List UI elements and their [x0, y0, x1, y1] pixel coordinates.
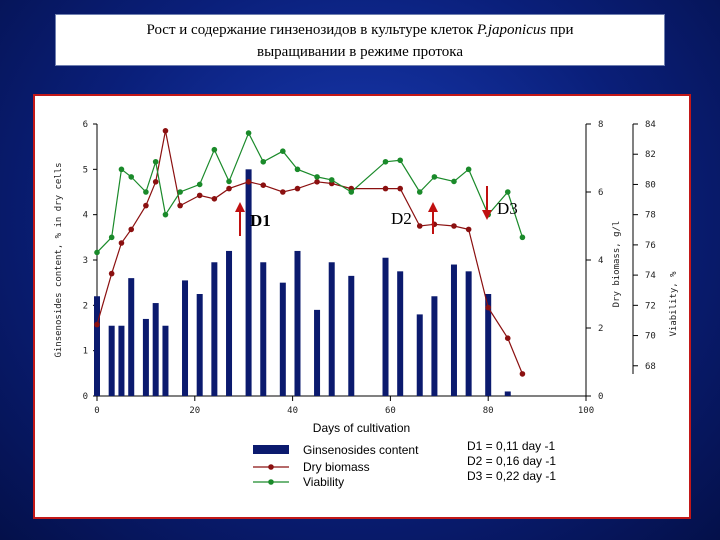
- viability-point: [280, 148, 286, 154]
- viability-point: [143, 189, 149, 195]
- dry-biomass-point: [505, 335, 511, 341]
- viability-point: [197, 182, 203, 188]
- y-tick-label-right2: 76: [645, 240, 656, 251]
- y-tick-label-left: 2: [82, 301, 88, 312]
- bar-ginsenosides: [211, 262, 217, 396]
- dry-biomass-point: [197, 193, 203, 199]
- title-species: P.japonicus: [476, 22, 547, 38]
- dry-biomass-point: [143, 203, 149, 209]
- y-tick-label-left: 0: [82, 392, 88, 402]
- viability-point: [260, 159, 266, 165]
- viability-line: [97, 133, 522, 252]
- y-axis-right1-label: Dry biomass, g/l: [612, 220, 622, 308]
- bar-ginsenosides: [94, 296, 100, 396]
- bar-ginsenosides: [246, 169, 252, 396]
- dry-biomass-point: [520, 371, 526, 377]
- bar-ginsenosides: [431, 296, 437, 396]
- legend-marker-dry-biomass: [268, 464, 274, 470]
- dry-biomass-point: [295, 186, 301, 192]
- bar-ginsenosides: [505, 391, 511, 396]
- legend-label-dry-biomass: Dry biomass: [303, 460, 370, 474]
- annotations-layer: [235, 186, 518, 236]
- bar-ginsenosides: [109, 326, 115, 396]
- dry-biomass-point: [246, 179, 252, 185]
- bar-ginsenosides: [153, 303, 159, 396]
- y-tick-label-left: 6: [82, 120, 88, 130]
- x-tick-label: 80: [482, 406, 494, 416]
- viability-point: [397, 157, 403, 163]
- legend-label-ginsenosides: Ginsenosides content: [303, 443, 419, 457]
- viability-point: [226, 179, 232, 185]
- dry-biomass-point: [383, 186, 389, 192]
- bar-ginsenosides: [383, 258, 389, 396]
- viability-point: [177, 189, 183, 195]
- annotation-d1: D1: [250, 211, 271, 230]
- legend-swatch-ginsenosides: [253, 445, 289, 454]
- bar-ginsenosides: [162, 326, 168, 396]
- viability-point: [94, 250, 100, 256]
- bar-ginsenosides: [197, 294, 203, 396]
- dry-biomass-point: [177, 203, 183, 209]
- arrow-head-d2: [428, 202, 438, 212]
- dry-biomass-point: [417, 223, 423, 229]
- dry-biomass-point: [451, 223, 457, 229]
- x-tick-label: 100: [577, 406, 595, 416]
- y-tick-label-left: 3: [82, 256, 88, 266]
- bar-ginsenosides: [118, 326, 124, 396]
- y-tick-label-right2: 68: [645, 361, 656, 372]
- slide-title: [55, 14, 665, 66]
- x-axis-label: Days of cultivation: [312, 421, 411, 435]
- bar-ginsenosides: [329, 262, 335, 396]
- title-line-1: [56, 19, 664, 41]
- dry-biomass-point: [94, 322, 100, 328]
- chart-svg: [35, 96, 689, 517]
- viability-point: [163, 212, 169, 218]
- y-tick-label-right2: 84: [645, 120, 656, 130]
- viability-point: [128, 174, 134, 180]
- dry-biomass-point: [153, 179, 159, 185]
- viability-point: [520, 235, 526, 241]
- viability-point: [246, 130, 252, 136]
- y-tick-label-right1: 8: [598, 120, 604, 130]
- viability-point: [212, 147, 218, 153]
- dilution-rate-note: D2 = 0,16 day -1: [467, 454, 557, 468]
- viability-point: [329, 177, 335, 183]
- bar-ginsenosides: [451, 265, 457, 396]
- viability-point: [295, 167, 301, 173]
- dilution-rate-note: D1 = 0,11 day -1: [467, 439, 556, 453]
- bar-ginsenosides: [417, 314, 423, 396]
- y-tick-label-right1: 6: [598, 188, 604, 198]
- bar-ginsenosides: [143, 319, 149, 396]
- x-tick-label: 60: [384, 406, 396, 416]
- x-tick-label: 20: [189, 406, 201, 416]
- y-tick-label-left: 5: [82, 165, 88, 176]
- dry-biomass-point: [485, 305, 491, 311]
- viability-point: [432, 174, 438, 180]
- viability-point: [119, 167, 125, 173]
- y-tick-label-left: 4: [82, 210, 88, 221]
- bars-layer: [94, 169, 511, 396]
- y-tick-label-right2: 70: [645, 331, 656, 342]
- y-tick-label-right2: 72: [645, 301, 656, 312]
- y-tick-label-left: 1: [82, 346, 88, 357]
- dry-biomass-line: [97, 131, 522, 374]
- bar-ginsenosides: [226, 251, 232, 396]
- annotation-d3: D3: [497, 199, 518, 218]
- dry-biomass-point: [119, 240, 125, 246]
- viability-point: [417, 189, 423, 195]
- y-tick-label-right2: 82: [645, 150, 656, 161]
- viability-point: [109, 235, 115, 241]
- dry-biomass-point: [397, 186, 403, 192]
- y-axis-left-label: Ginsenosides content, % in dry cells: [54, 162, 64, 358]
- viability-point: [451, 179, 457, 185]
- bar-ginsenosides: [128, 278, 134, 396]
- x-tick-label: 0: [94, 406, 100, 416]
- title-line-1-prefix: Рост и содержание гинзенозидов в культуре клеток: [146, 22, 477, 38]
- viability-point: [466, 167, 472, 173]
- y-tick-label-right1: 4: [598, 256, 604, 266]
- bar-ginsenosides: [182, 280, 188, 396]
- dry-biomass-point: [314, 179, 320, 185]
- dilution-rate-note: D3 = 0,22 day -1: [467, 469, 557, 483]
- bar-ginsenosides: [294, 251, 300, 396]
- bar-ginsenosides: [314, 310, 320, 396]
- dry-biomass-point: [163, 128, 169, 134]
- title-line-2: выращивании в режиме протока: [257, 44, 463, 60]
- viability-point: [348, 189, 354, 195]
- title-line-1-suffix: при: [546, 22, 574, 38]
- legend: [253, 439, 556, 489]
- bar-ginsenosides: [348, 276, 354, 396]
- legend-label-viability: Viability: [303, 475, 345, 489]
- viability-point: [153, 159, 159, 165]
- dry-biomass-point: [466, 227, 472, 233]
- dry-biomass-point: [128, 227, 134, 233]
- dry-biomass-point: [260, 182, 266, 188]
- bar-ginsenosides: [397, 271, 403, 396]
- dry-biomass-point: [212, 196, 218, 202]
- annotation-d2: D2: [391, 209, 412, 228]
- y-tick-label-right2: 78: [645, 210, 656, 221]
- lines-layer: [94, 128, 525, 377]
- viability-point: [314, 174, 320, 180]
- bar-ginsenosides: [466, 271, 472, 396]
- bar-ginsenosides: [280, 283, 286, 396]
- arrow-head-d1: [235, 202, 245, 212]
- y-tick-label-right2: 74: [645, 271, 656, 282]
- bar-ginsenosides: [260, 262, 266, 396]
- x-tick-label: 40: [287, 406, 299, 416]
- dry-biomass-point: [226, 186, 232, 192]
- dry-biomass-point: [280, 189, 286, 195]
- viability-point: [383, 159, 389, 165]
- legend-marker-viability: [268, 479, 274, 485]
- chart-panel: [33, 94, 691, 519]
- dry-biomass-point: [109, 271, 115, 277]
- viability-point: [505, 189, 511, 195]
- y-tick-label-right1: 0: [598, 392, 604, 402]
- y-tick-label-right2: 80: [645, 180, 656, 191]
- y-tick-label-right1: 2: [598, 324, 604, 334]
- y-axis-right2-label: Viability, %: [669, 271, 679, 337]
